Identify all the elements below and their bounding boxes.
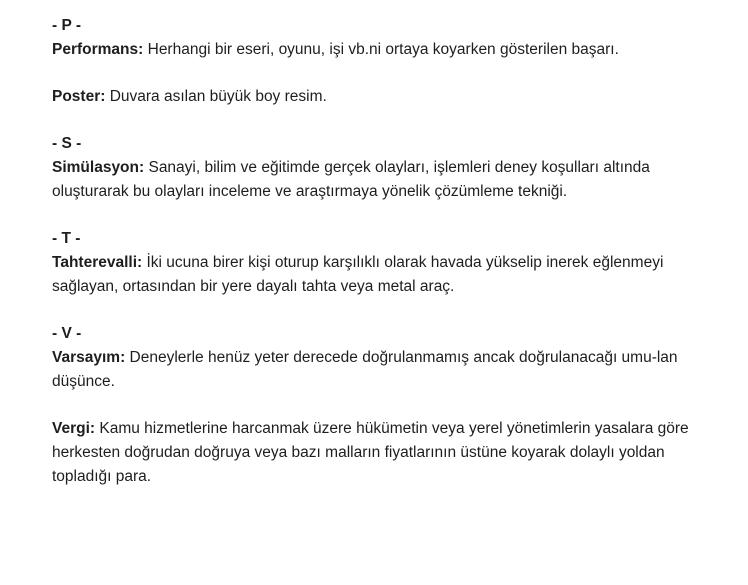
glossary-term: Tahterevalli: xyxy=(52,254,143,271)
glossary-page xyxy=(52,14,702,489)
glossary-term: Varsayım: xyxy=(52,349,126,366)
glossary-entry-simulasyon xyxy=(52,156,692,204)
section-heading-p: - P - xyxy=(52,17,81,34)
glossary-entry-tahterevalli xyxy=(52,251,697,299)
section-heading-v: - V - xyxy=(52,325,82,342)
glossary-definition: Herhangi bir eseri, oyunu, işi vb.ni ortaya koyarken gösterilen başarı. xyxy=(143,41,619,58)
glossary-term: Performans: xyxy=(52,41,144,58)
glossary-definition: İki ucuna birer kişi oturup karşılıklı olarak havada yükselip inerek eğlenmeyi sağlayan, ortasından bir yere dayalı tahta veya metal araç. xyxy=(52,254,664,295)
glossary-entry-vergi xyxy=(52,417,692,489)
glossary-entry-varsayim xyxy=(52,346,692,394)
glossary-entry-poster xyxy=(52,85,702,109)
glossary-definition: Deneylerle henüz yeter derecede doğrulanmamış ancak doğrulanacağı umu-lan düşünce. xyxy=(52,349,678,390)
section-heading-t: - T - xyxy=(52,230,81,247)
glossary-definition: Duvara asılan büyük boy resim. xyxy=(105,88,327,105)
glossary-definition: Kamu hizmetlerine harcanmak üzere hükümetin veya yerel yönetimlerin yasalara göre herkesten doğrudan doğruya veya bazı malların fiyatlarının üstüne koyarak dolaylı yoldan topladığı para. xyxy=(52,420,689,485)
glossary-term: Poster: xyxy=(52,88,106,105)
section-heading-s: - S - xyxy=(52,135,82,152)
glossary-term: Simülasyon: xyxy=(52,159,145,176)
glossary-entry-performans xyxy=(52,38,702,62)
glossary-definition: Sanayi, bilim ve eğitimde gerçek olayları, işlemleri deney koşulları altında oluşturarak bu olayları inceleme ve araştırmaya yönelik çözümleme tekniği. xyxy=(52,159,650,200)
glossary-term: Vergi: xyxy=(52,420,96,437)
